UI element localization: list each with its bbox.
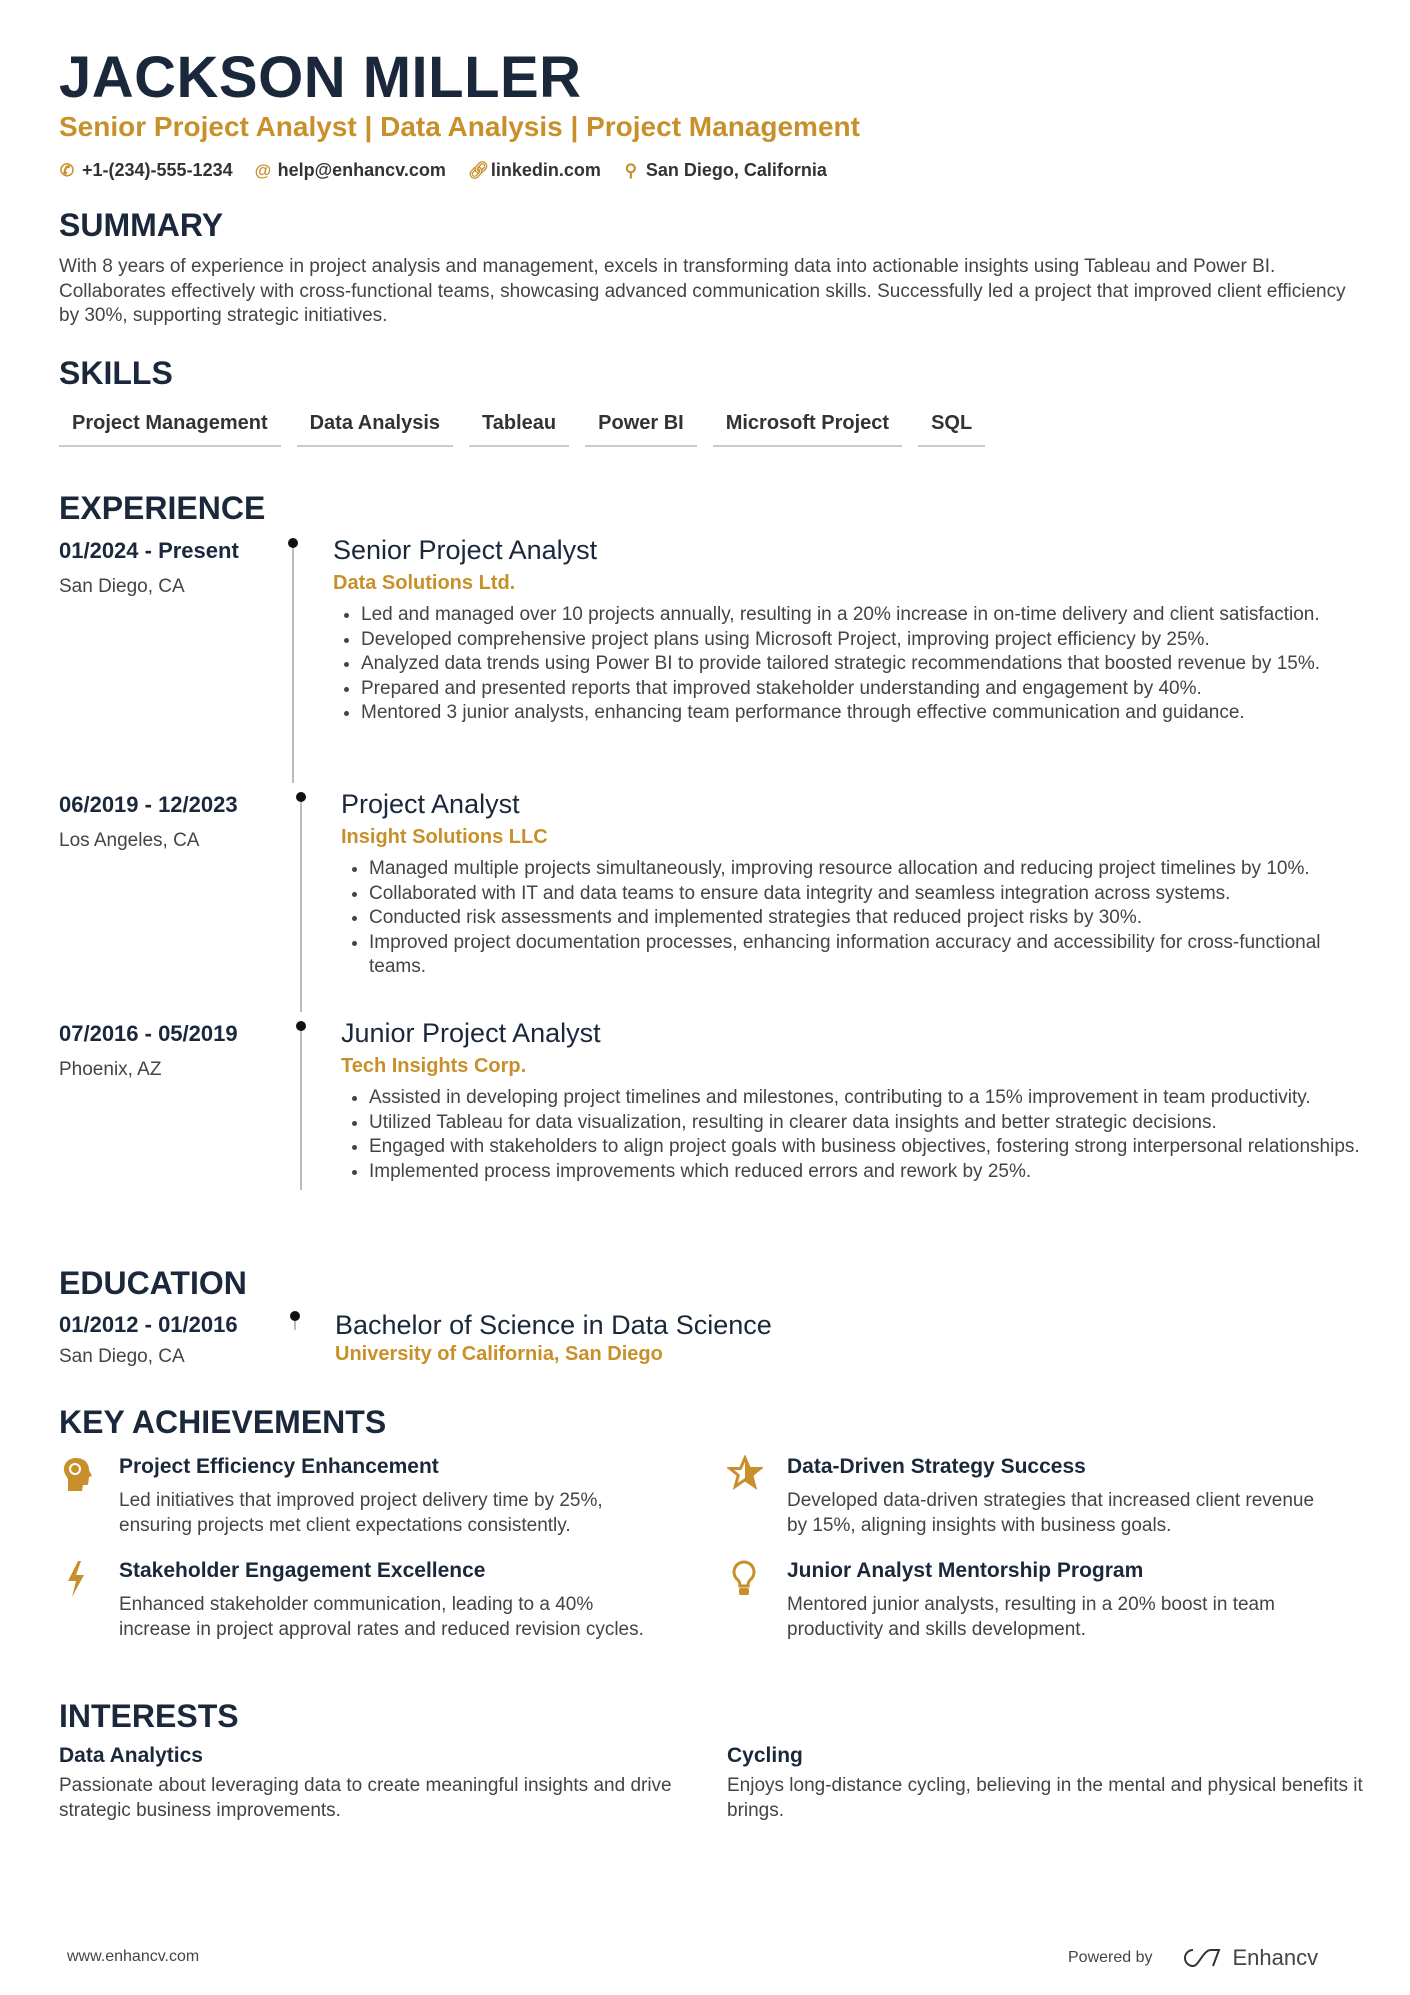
timeline-dot	[296, 1021, 306, 1031]
achievements-heading: KEY ACHIEVEMENTS	[59, 1404, 387, 1440]
achievement-title: Data-Driven Strategy Success	[787, 1455, 1086, 1478]
job-dates: 01/2024 - Present	[59, 538, 239, 563]
linkedin-text[interactable]: linkedin.com	[490, 160, 601, 180]
footer-branding	[1068, 1945, 1318, 1971]
phone-text: +1-(234)-555-1234	[82, 160, 233, 180]
bullet: • Prepared and presented reports that improved stakeholder understanding and engagement by 40%.	[361, 677, 1353, 702]
powered-by-text: Powered by	[1068, 1949, 1153, 1966]
bullet: • Led and managed over 10 projects annually, resulting in a 20% increase in on-time delivery and client satisfaction.	[361, 603, 1353, 628]
achievement-item	[727, 1559, 1317, 1642]
achievement-text: Led initiatives that improved project delivery time by 25%, ensuring projects met client expectations consistently.	[119, 1490, 603, 1536]
achievement-item	[59, 1455, 649, 1538]
skill-tag: SQL	[918, 408, 985, 447]
job-entry	[341, 789, 1361, 980]
job-bullets	[333, 603, 1353, 726]
interest-item	[727, 1744, 1367, 1823]
interest-text: Passionate about leveraging data to create meaningful insights and drive strategic business improvements.	[59, 1775, 672, 1821]
email-text[interactable]: help@enhancv.com	[277, 160, 446, 180]
bullet: • Conducted risk assessments and implemented strategies that reduced project risks by 30%.	[369, 906, 1361, 931]
bullet: • Improved project documentation processes, enhancing information accuracy and accessibility for cross-functional teams.	[369, 931, 1361, 980]
timeline-dot	[290, 1311, 300, 1321]
bullet: • Developed comprehensive project plans using Microsoft Project, improving project efficiency by 25%.	[361, 628, 1353, 653]
skill-tag: Power BI	[585, 408, 697, 447]
skills-list	[59, 408, 985, 447]
job-meta	[59, 538, 279, 598]
job-dates: 07/2016 - 05/2019	[59, 1021, 238, 1046]
skill-tag: Data Analysis	[297, 408, 453, 447]
phone-icon: ✆	[59, 160, 75, 180]
location-pin-icon: ⚲	[624, 160, 638, 180]
at-icon: @	[254, 160, 272, 180]
contact-bar	[59, 160, 827, 181]
job-bullets	[341, 1086, 1361, 1184]
timeline-dot	[288, 538, 298, 548]
link-icon: 🔗︎	[467, 160, 490, 180]
lightning-icon	[59, 1559, 93, 1599]
timeline-line	[292, 545, 294, 783]
enhancv-logo	[1179, 1945, 1319, 1971]
job-dates: 06/2019 - 12/2023	[59, 792, 238, 817]
achievement-title: Junior Analyst Mentorship Program	[787, 1559, 1144, 1582]
interest-item	[59, 1744, 699, 1823]
bullet: • Analyzed data trends using Power BI to provide tailored strategic recommendations that boosted revenue by 15%.	[361, 652, 1353, 677]
lightbulb-icon	[727, 1559, 761, 1599]
enhancv-logo-icon	[1179, 1946, 1225, 1970]
bullet: • Managed multiple projects simultaneously, improving resource allocation and reducing project timelines by 10%.	[369, 857, 1361, 882]
bullet: • Collaborated with IT and data teams to ensure data integrity and seamless integration across systems.	[369, 882, 1361, 907]
job-location: Los Angeles, CA	[59, 830, 200, 851]
head-icon	[59, 1455, 93, 1495]
contact-location	[623, 160, 827, 181]
achievement-text: Enhanced stakeholder communication, leading to a 40% increase in project approval rates and reduced revision cycles.	[119, 1594, 644, 1640]
school-name: University of California, San Diego	[335, 1343, 663, 1365]
company-name: Insight Solutions LLC	[341, 826, 548, 848]
company-name: Tech Insights Corp.	[341, 1055, 527, 1077]
job-bullets	[341, 857, 1361, 980]
bullet: • Implemented process improvements which reduced errors and rework by 25%.	[369, 1160, 1361, 1185]
skills-heading: SKILLS	[59, 355, 173, 391]
summary-heading: SUMMARY	[59, 207, 224, 243]
education-entry	[335, 1310, 1355, 1366]
achievement-item	[59, 1559, 649, 1642]
achievement-text: Developed data-driven strategies that increased client revenue by 15%, aligning insights with business goals.	[787, 1490, 1315, 1536]
job-meta	[59, 1021, 279, 1081]
job-title: Junior Project Analyst	[341, 1018, 601, 1048]
contact-email[interactable]	[255, 160, 446, 181]
contact-linkedin[interactable]	[468, 160, 601, 181]
summary-text: With 8 years of experience in project analysis and management, excels in transforming data into actionable insights using Tableau and Power BI. Collaborates effectively with cross-functional teams, showcasing advanced communication skills. Successfully led a project that improved client efficiency by 30%, supporting strategic initiatives.	[59, 256, 1346, 326]
contact-phone	[59, 160, 233, 181]
location-text: San Diego, California	[645, 160, 827, 180]
company-name: Data Solutions Ltd.	[333, 572, 516, 594]
job-location: San Diego, CA	[59, 576, 185, 597]
candidate-name: JACKSON MILLER	[59, 45, 582, 110]
achievement-title: Stakeholder Engagement Excellence	[119, 1559, 486, 1582]
education-location: San Diego, CA	[59, 1346, 185, 1367]
achievement-text: Mentored junior analysts, resulting in a 20% boost in team productivity and skills development.	[787, 1594, 1275, 1640]
skill-tag: Microsoft Project	[713, 408, 902, 447]
candidate-subtitle: Senior Project Analyst | Data Analysis | Project Management	[59, 111, 860, 142]
bullet: • Utilized Tableau for data visualization, resulting in clearer data insights and better strategic decisions.	[369, 1111, 1361, 1136]
job-title: Project Analyst	[341, 789, 520, 819]
timeline-line	[300, 1028, 302, 1190]
skill-tag: Project Management	[59, 408, 281, 447]
interests-heading: INTERESTS	[59, 1698, 239, 1734]
job-meta	[59, 792, 279, 852]
job-title: Senior Project Analyst	[333, 535, 598, 565]
bullet: • Assisted in developing project timelines and milestones, contributing to a 15% improvement in team productivity.	[369, 1086, 1361, 1111]
star-icon	[727, 1455, 761, 1495]
bullet: • Engaged with stakeholders to align project goals with business objectives, fostering strong interpersonal relationships.	[369, 1135, 1361, 1160]
achievement-title: Project Efficiency Enhancement	[119, 1455, 439, 1478]
job-entry	[341, 1018, 1361, 1184]
timeline-dot	[296, 792, 306, 802]
timeline-line	[300, 800, 302, 1012]
skill-tag: Tableau	[469, 408, 569, 447]
achievement-item	[727, 1455, 1317, 1538]
brand-name: Enhancv	[1232, 1945, 1319, 1970]
degree: Bachelor of Science in Data Science	[335, 1310, 772, 1340]
job-location: Phoenix, AZ	[59, 1059, 162, 1080]
education-meta	[59, 1312, 279, 1368]
bullet: • Mentored 3 junior analysts, enhancing team performance through effective communication and guidance.	[361, 701, 1353, 726]
footer-website[interactable]: www.enhancv.com	[67, 1948, 200, 1965]
interest-title: Data Analytics	[59, 1744, 203, 1767]
education-dates: 01/2012 - 01/2016	[59, 1312, 238, 1337]
education-heading: EDUCATION	[59, 1265, 247, 1301]
experience-heading: EXPERIENCE	[59, 490, 266, 526]
interest-text: Enjoys long-distance cycling, believing in the mental and physical benefits it brings.	[727, 1775, 1363, 1821]
job-entry	[333, 535, 1353, 726]
interest-title: Cycling	[727, 1744, 803, 1767]
